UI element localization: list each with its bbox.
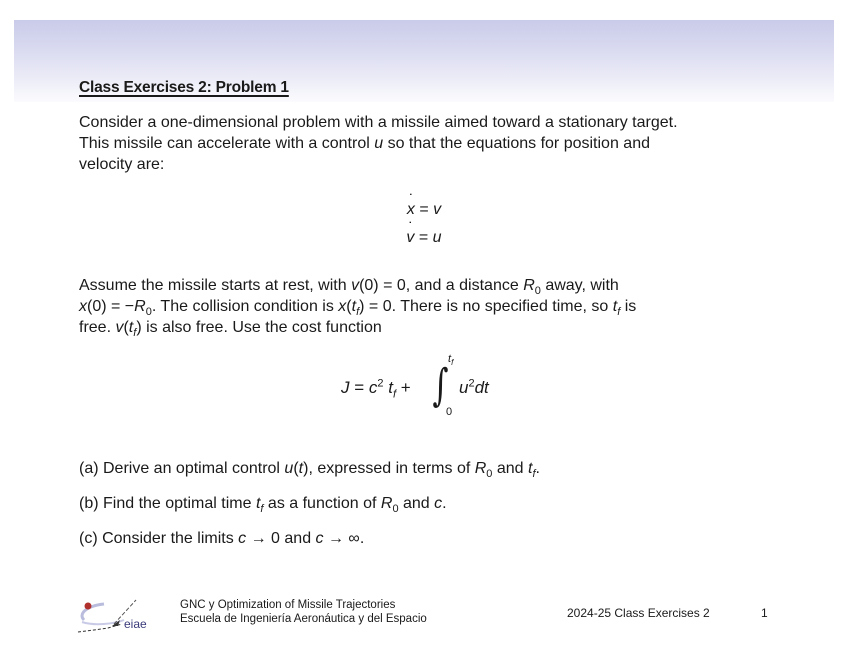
footer-section: 2024-25 Class Exercises 2 <box>567 606 710 620</box>
cost-lhs: $J = c^2$ $t_f$ + <box>341 377 411 401</box>
question-c: (c) Consider the limits c → 0 and c → ∞. <box>79 530 365 547</box>
x-dot: ˙ x <box>407 201 415 219</box>
question-a: (a) Derive an optimal control u(t), expressed in terms of $R_0$ and $t_f$. <box>79 460 540 481</box>
intro-line-1: Consider a one-dimensional problem with a missile aimed toward a stationary target. <box>79 114 678 131</box>
page-number: 1 <box>761 606 768 620</box>
intro-line-2-pre: This missile can accelerate with a control <box>79 135 375 152</box>
integral-upper-limit: $t_f$ <box>448 353 454 368</box>
eiae-logo-icon <box>74 594 156 636</box>
intro-paragraph <box>79 112 779 175</box>
footer <box>14 590 834 640</box>
footer-course-info <box>180 598 427 626</box>
svg-text:eiae: eiae <box>124 617 147 631</box>
v-dot: ˙ v <box>406 229 414 247</box>
cost-function <box>341 353 541 426</box>
equals: = <box>414 201 434 218</box>
equals: = <box>414 229 433 246</box>
slide <box>14 20 834 640</box>
integrand: $u^2dt$ <box>459 377 489 397</box>
intro-line-3: velocity are: <box>79 156 165 173</box>
footer-course-title: GNC y Optimization of Missile Trajectories <box>180 599 396 611</box>
integral-lower-limit: 0 <box>446 406 453 418</box>
question-b: (b) Find the optimal time $t_f$ as a function of $R_0$ and c. <box>79 495 447 516</box>
rhs: u <box>432 229 442 246</box>
intro-line-2-post: so that the equations for position and <box>383 135 650 152</box>
frame-title: Class Exercises 2: Problem 1 <box>79 79 289 96</box>
equation-velocity <box>14 229 834 247</box>
rhs: v <box>433 201 442 218</box>
equation-position <box>14 201 834 219</box>
assumptions-paragraph: Assume the missile starts at rest, with v(0) = 0, and a distance $R_0$ away, with $x(0) = -R_0$. The collision condition is $x(t_f) = 0$. There is no specified time, so $t_f$ is free. $v(t_f)$ is also free. Use the cost function <box>79 277 637 340</box>
integral-sign: ∫ <box>432 360 449 411</box>
control-variable: u <box>374 135 384 152</box>
footer-school: Escuela de Ingeniería Aeronáutica y del Espacio <box>180 613 427 625</box>
